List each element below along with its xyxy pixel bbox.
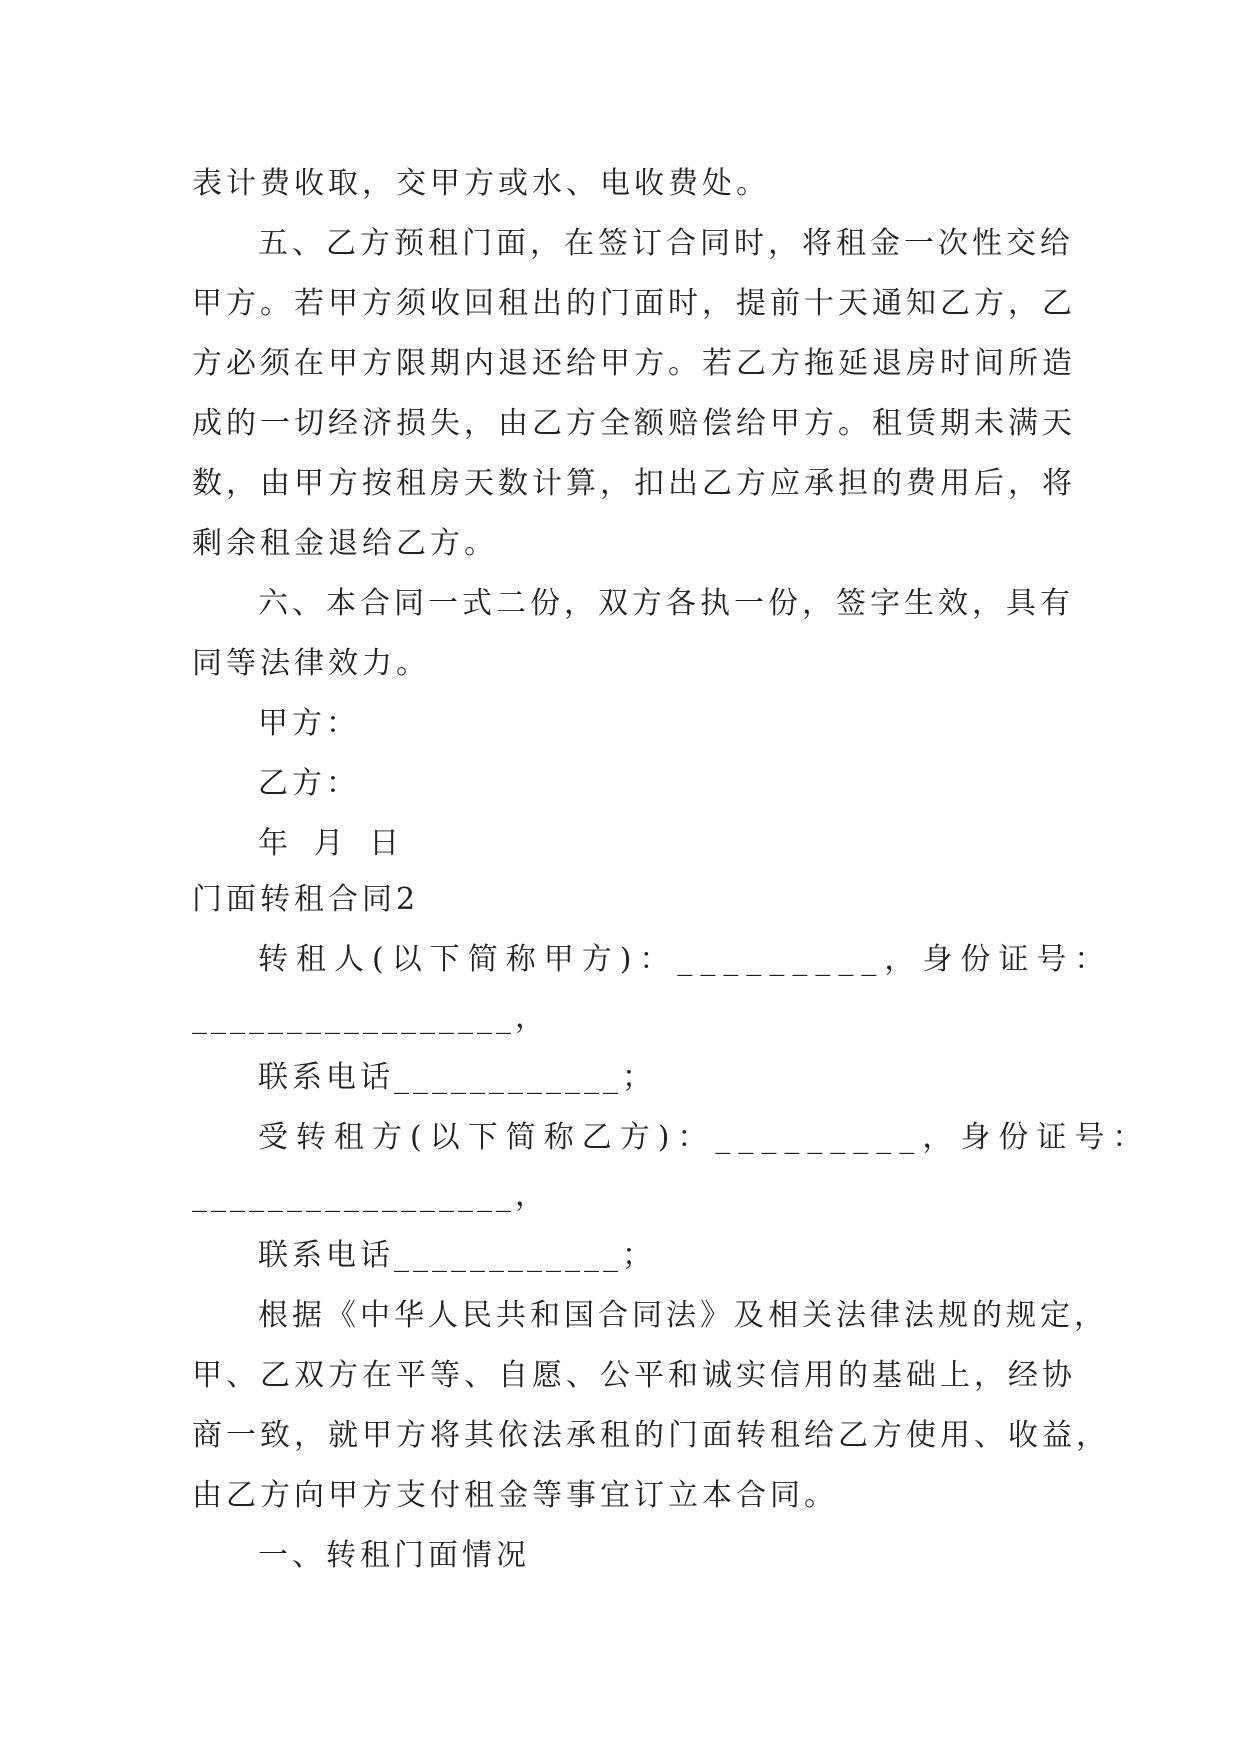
text-line: _________________， xyxy=(192,1178,549,1213)
text-line: 数，由甲方按租房天数计算，扣出乙方应承担的费用后，将 xyxy=(192,466,1076,501)
text-line: 表计费收取，交甲方或水、电收费处。 xyxy=(192,166,770,201)
phone-line: 联系电话____________； xyxy=(258,1060,656,1095)
text-line: 剩余租金退给乙方。 xyxy=(192,526,498,561)
text-line: 由乙方向甲方支付租金等事宜订立本合同。 xyxy=(192,1478,838,1513)
date-line: 年 月 日 xyxy=(258,826,408,861)
party-a-signature-label: 甲方： xyxy=(258,706,360,741)
text-line: 根据《中华人民共和国合同法》及相关法律法规的规定， xyxy=(258,1298,1108,1333)
text-line: _________________， xyxy=(192,1000,549,1035)
sublessor-line: 转租人(以下简称甲方)：_________，身份证号： xyxy=(258,942,1113,977)
text-line: 甲方。若甲方须收回租出的门面时，提前十天通知乙方，乙 xyxy=(192,286,1076,321)
phone-line: 联系电话____________； xyxy=(258,1238,656,1273)
text-line: 甲、乙双方在平等、自愿、公平和诚实信用的基础上，经协 xyxy=(192,1358,1076,1393)
text-line: 成的一切经济损失，由乙方全额赔偿给甲方。租赁期未满天 xyxy=(192,406,1076,441)
text-line: 方必须在甲方限期内退还给甲方。若乙方拖延退房时间所造 xyxy=(192,346,1076,381)
party-b-signature-label: 乙方： xyxy=(258,766,360,801)
text-line: 商一致，就甲方将其依法承租的门面转租给乙方使用、收益， xyxy=(192,1418,1110,1453)
section-title: 门面转租合同2 xyxy=(192,882,420,917)
sublessee-line: 受转租方(以下简称乙方)：_________，身份证号： xyxy=(258,1120,1151,1155)
text-line: 六、本合同一式二份，双方各执一份，签字生效，具有 xyxy=(258,586,1074,621)
text-line: 五、乙方预租门面，在签订合同时，将租金一次性交给 xyxy=(258,226,1074,261)
text-line: 同等法律效力。 xyxy=(192,646,430,681)
section-heading: 一、转租门面情况 xyxy=(258,1538,530,1573)
